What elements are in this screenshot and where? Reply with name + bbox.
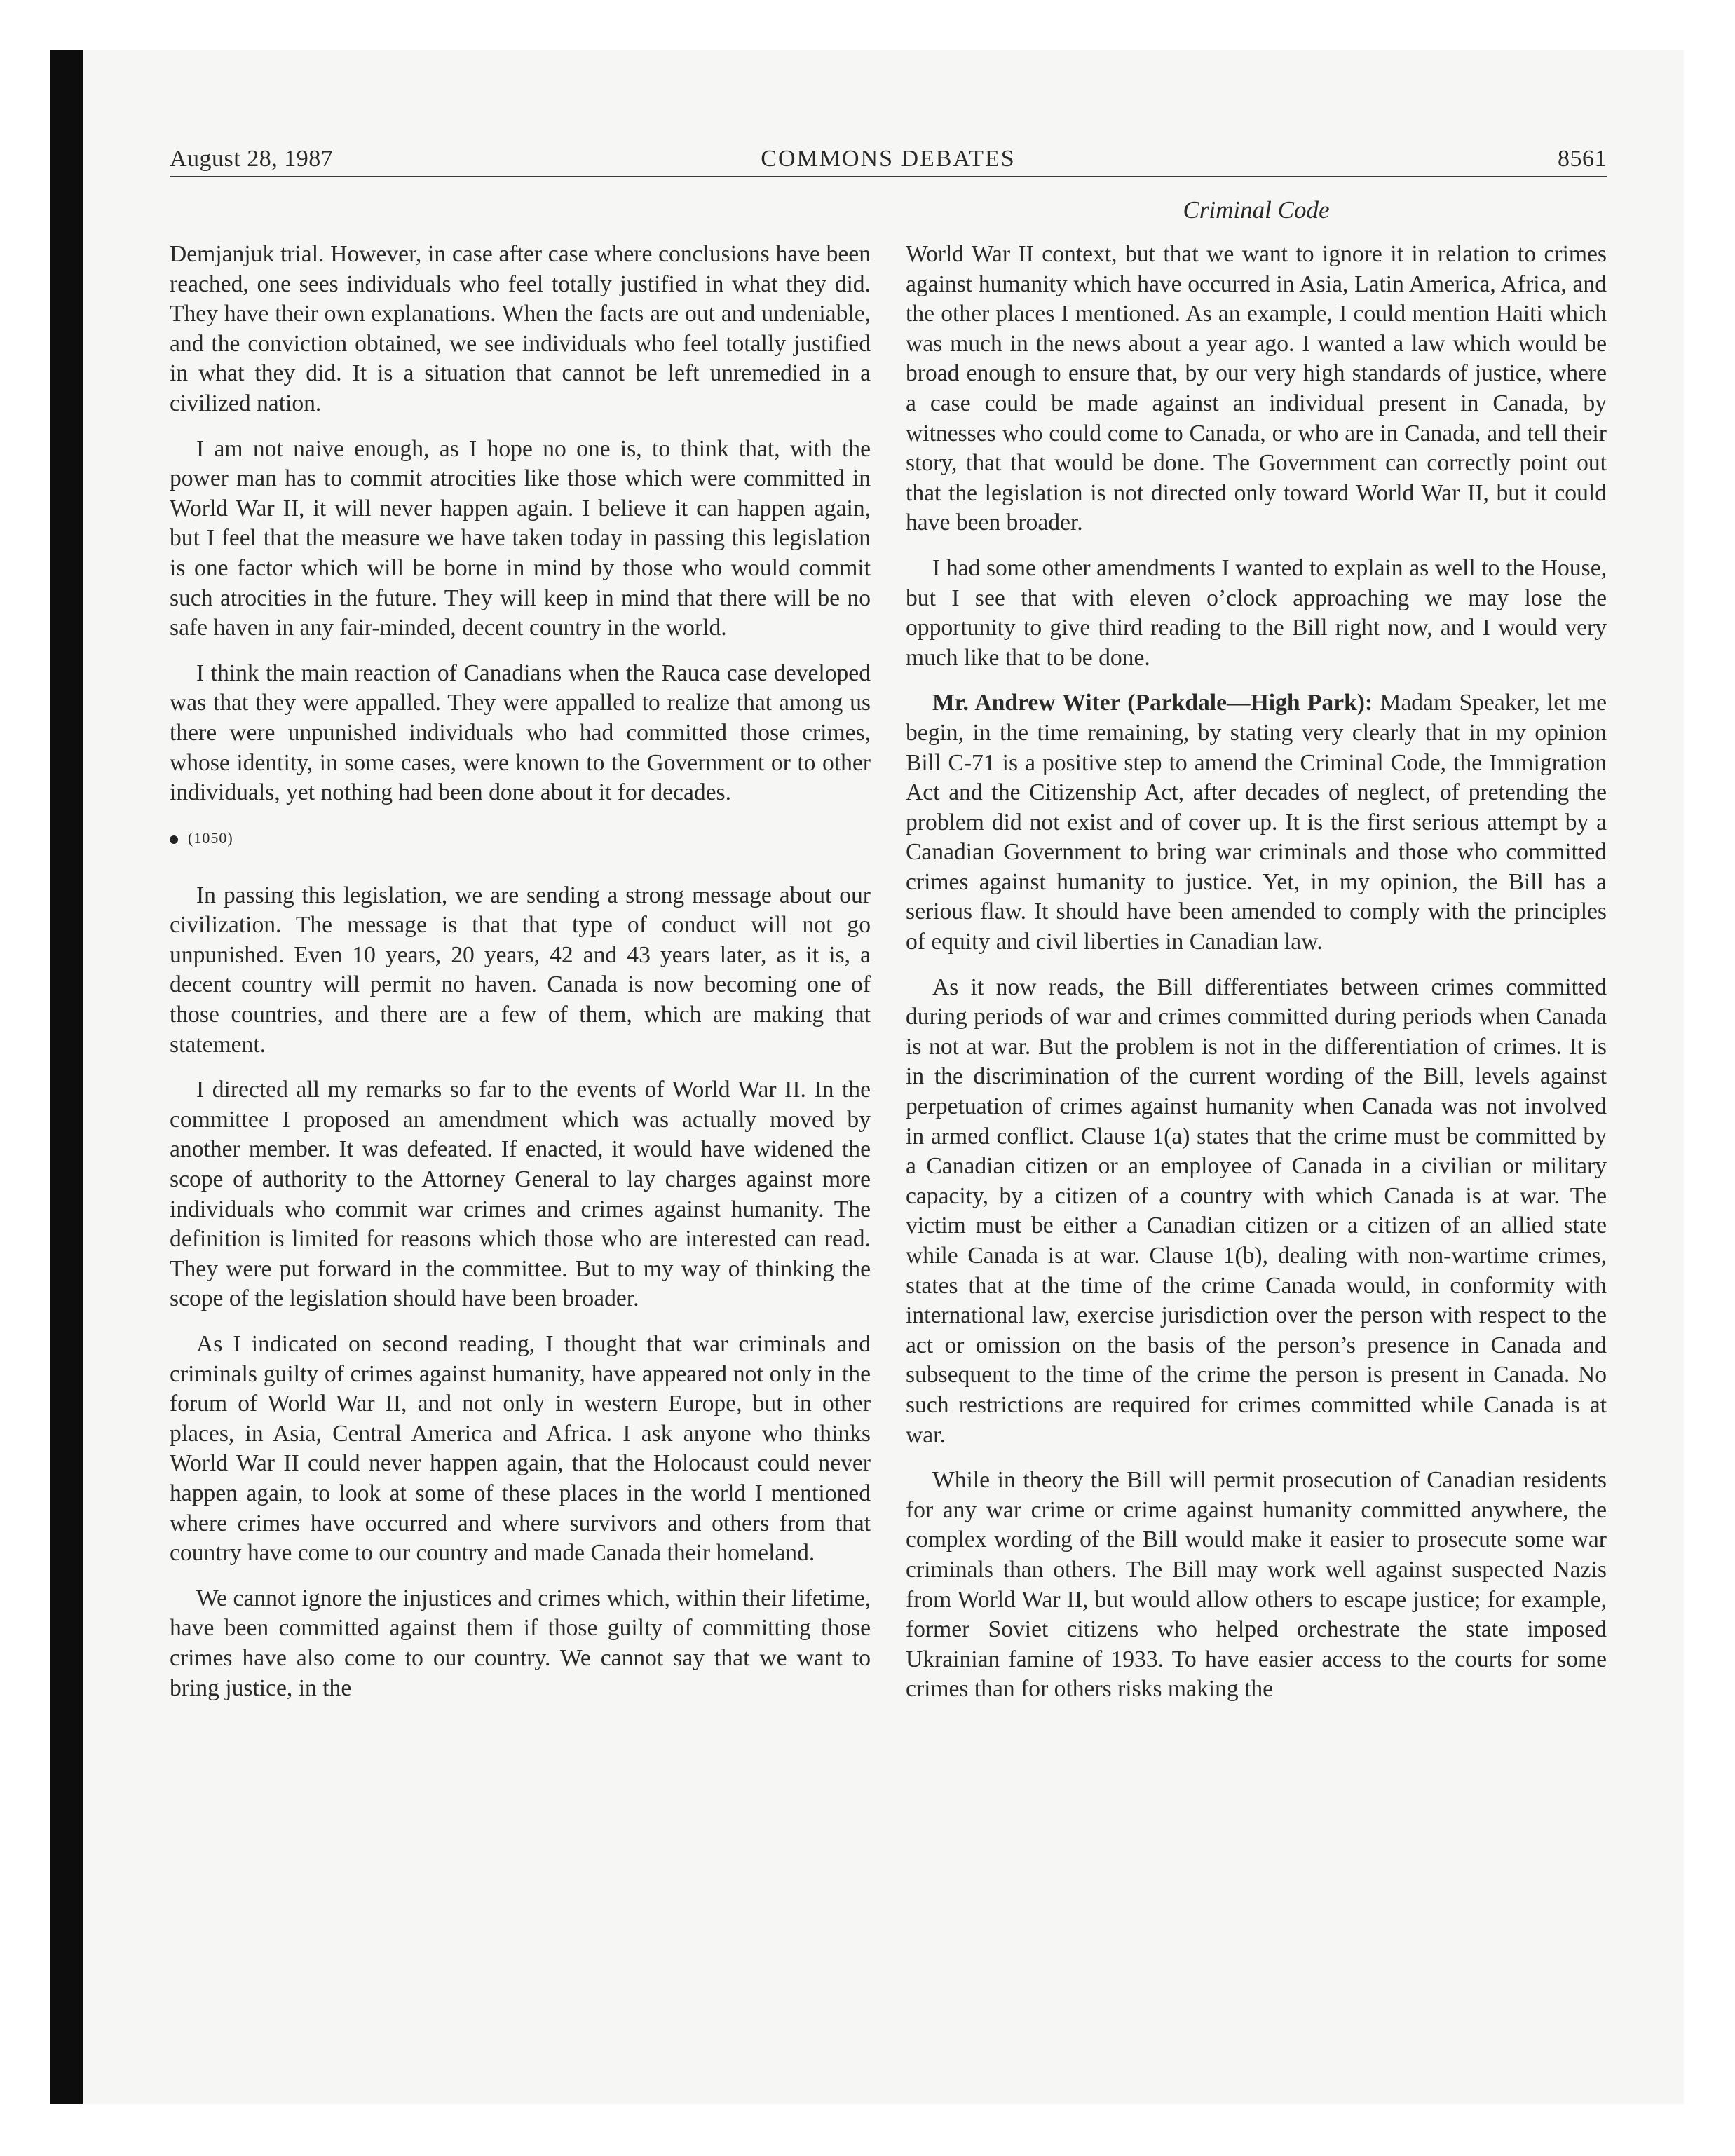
- speaker-text: Speaker, let me begin, in the time remaining, by stating very clearly that in my opinion Bill C-71 is a positive step to amend the Criminal Code, the Immigration Act and the Citizenship Act, after decades of neglect, of pretending the problem did not exist and of cover up. It is the first serious attempt by a Canadian Government to bring war criminals and those who committed crimes against humanity to justice. Yet, in my opinion, the Bill has a serious flaw. It should have been amended to comply with the principles of equity and civil liberties in Canadian law.: [906, 690, 1607, 955]
- header-publication-title: COMMONS DEBATES: [761, 146, 1016, 172]
- paragraph: While in theory the Bill will permit prosecution of Canadian residents for any war crime or crime against humanity committed anywhere, the complex wording of the Bill would make it easier to prosecute some war criminals than others. The Bill may work well against suspected Nazis from World War II, but would allow others to escape justice; for example, former Soviet citizens who helped orchestrate the state imposed Ukrainian famine of 1933. To have easier access to the courts for some crimes than for others risks making the: [906, 1467, 1607, 1703]
- paragraph: I am not naive enough, as I hope no one is, to think that, with the power man has to commit atrocities like those which were committed in World War II, it will never happen again. I believe it can happen again, but I feel that the measure we have taken today in passing this legislation is one factor which will be borne in mind by those who would commit such atrocities in the future. They will keep in mind that there will be no safe haven in any fair-minded, decent country in the world.: [170, 435, 871, 641]
- running-header: [170, 140, 1607, 177]
- paragraph: World War II context, but that we want to ignore it in relation to crimes against humanity which have occurred in Asia, Latin America, Africa, and the other places I mentioned. As an example, I could mention Haiti which was much in the news about a year ago. I wanted a law which would be broad enough to ensure that, by our very high standards of justice, where a case could be made against an individual present in Canada, by witnesses who could come to Canada, or who are in Canada, and tell their story, that that would be done. The Government can correctly point out that the legislation is not directed only toward World War II, but it could have been broader.: [906, 241, 1607, 536]
- paragraph: As it now reads, the Bill differentiates between crimes committed during periods of war and crimes committed during periods when Canada is not at war. But the problem is not in the differentiation of crimes. It is in the discrimination of the current wording of the Bill, levels against perpetuation of crimes against humanity when Canada was not involved in armed conflict. Clause 1(a) states that the crime must be committed by a Canadian citizen or an employee of Canada in a civilian or military capacity, by a citizen of a country with which Canada is at war. The victim must be either a Canadian citizen or a citizen of an allied state while Canada is at war. Clause 1(b), dealing with non-wartime crimes, states that at the time of the crime Canada would, in conformity with international law, exercise jurisdiction over the person with respect to the act or omission on the basis of the person’s presence in Canada and subsequent to the time of the crime the person is present in Canada. No such restrictions are required for crimes committed while Canada is at war.: [906, 974, 1607, 1448]
- paragraph: Demjanjuk trial. However, in case after case where conclusions have been reached, one sees individuals who feel totally justified in what they did. They have their own explanations. When the facts are out and undeniable, and the conviction obtained, we see individuals who feel totally justified in what they did. It is a situation that cannot be left unremedied in a civilized nation.: [170, 241, 871, 416]
- paragraph: We cannot ignore the injustices and crimes which, within their lifetime, have been committed against them if those guilty of committing those crimes have also come to our country. We cannot say that we want to bring justice, in the: [170, 1585, 871, 1701]
- section-label: Criminal Code: [1183, 196, 1330, 224]
- header-rule: [170, 176, 1607, 177]
- bullet-dot-icon: [170, 835, 178, 844]
- header-date: August 28, 1987: [170, 146, 334, 172]
- speaker-lead-word: Madam: [1373, 690, 1452, 716]
- scan-binding-edge: [50, 50, 83, 2104]
- paragraph: As I indicated on second reading, I thought that war criminals and criminals guilty of crimes against humanity, have appeared not only in the forum of World War II, and not only in western Europe, but in other places, in Asia, Central America and Africa. I ask anyone who thinks World War II could never happen again, that the Holocaust could never happen again, to look at some of these places in the world I mentioned where crimes have occurred and where survivors and others from that country have come to our country and made Canada their homeland.: [170, 1331, 871, 1567]
- timestamp-text: (1050): [188, 828, 233, 847]
- paragraph: I had some other amendments I wanted to explain as well to the House, but I see that with eleven o’clock approaching we may lose the opportunity to give third reading to the Bill right now, and I would very much like that to be done.: [906, 554, 1607, 671]
- paragraph: I directed all my remarks so far to the events of World War II. In the committee I proposed an amendment which was actually moved by another member. It was defeated. If enacted, it would have widened the scope of authority to the Attorney General to lay charges against more individuals who commit war crimes and crimes against humanity. The definition is limited for reasons which those who are interested can read. They were put forward in the committee. But to my way of thinking the scope of the legislation should have been broader.: [170, 1077, 871, 1312]
- speaker-paragraph: [906, 688, 1607, 957]
- right-column: [906, 240, 1607, 1720]
- header-page-number: 8561: [1558, 146, 1607, 172]
- paragraph: In passing this legislation, we are sending a strong message about our civilization. The message is that that type of conduct will not go unpunished. Even 10 years, 20 years, 42 and 43 years later, as it is, a decent country will permit no haven. Canada is now becoming one of those countries, and there are a few of them, which are making that statement.: [170, 882, 871, 1058]
- timestamp-marker: [170, 824, 871, 853]
- left-column: [170, 240, 871, 1719]
- speaker-name: Mr. Andrew Witer (Parkdale—High Park):: [932, 690, 1373, 716]
- paragraph: I think the main reaction of Canadians when the Rauca case developed was that they were appalled. They were appalled to realize that among us there were unpunished individuals who had committed those crimes, whose identity, in some cases, were known to the Government or to other individuals, yet nothing had been done about it for decades.: [170, 660, 871, 806]
